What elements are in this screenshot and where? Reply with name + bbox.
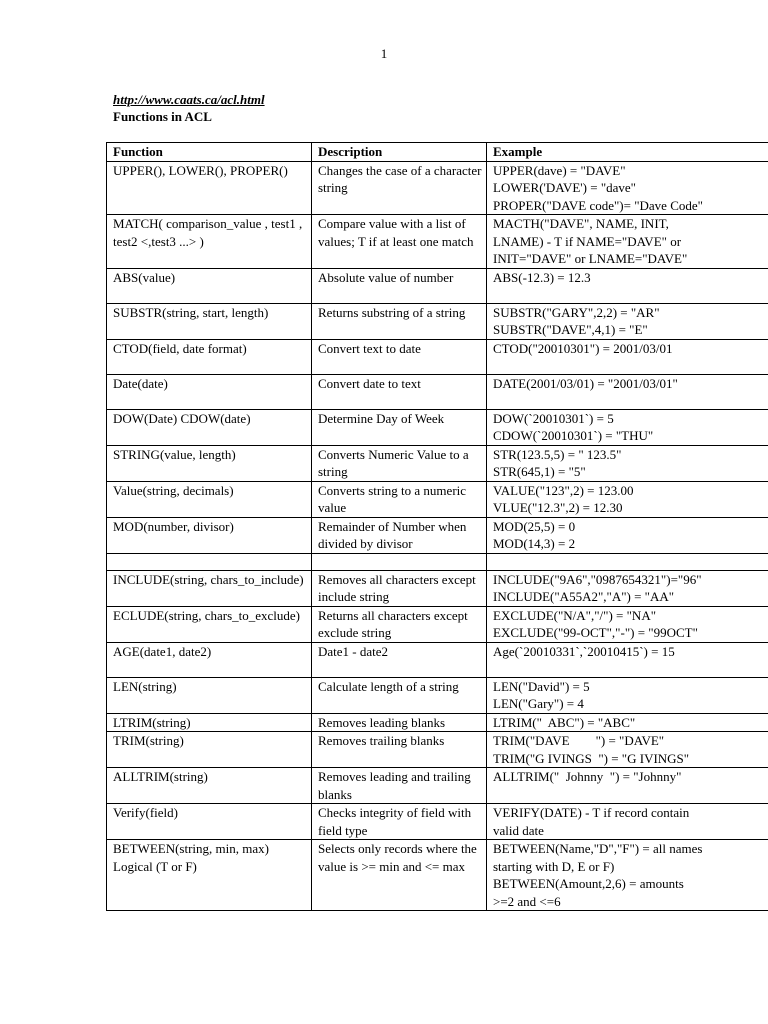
- function-cell: [107, 303, 312, 339]
- example-line: EXCLUDE("99-OCT","-") = "99OCT": [493, 625, 698, 640]
- table-row: [107, 303, 768, 339]
- function-text: TRIM(string): [113, 733, 184, 748]
- description-text: Removes leading and trailing blanks: [318, 769, 471, 802]
- header-description: Description: [312, 143, 487, 162]
- description-cell: [312, 215, 487, 269]
- description-cell: [312, 768, 487, 804]
- description-text: Checks integrity of field with field type: [318, 805, 472, 838]
- function-cell: [107, 804, 312, 840]
- function-text: ECLUDE(string, chars_to_exclude): [113, 607, 301, 623]
- description-cell: [312, 339, 487, 374]
- example-line: INCLUDE("9A6","0987654321")="96": [493, 571, 702, 587]
- example-line: INCLUDE("A55A2","A") = "AA": [493, 589, 675, 604]
- function-cell: [107, 677, 312, 713]
- example-cell: [487, 161, 768, 215]
- table-row: [107, 732, 768, 768]
- function-cell: [107, 732, 312, 768]
- function-text: Value(string, decimals): [113, 482, 234, 498]
- example-line: valid date: [493, 822, 544, 838]
- description-text: Determine Day of Week: [318, 410, 445, 426]
- table-row: [107, 713, 768, 732]
- function-text: SUBSTR(string, start, length): [113, 304, 269, 320]
- description-cell: [312, 677, 487, 713]
- function-cell: [107, 268, 312, 303]
- description-text: Absolute value of number: [318, 269, 454, 285]
- table-row: [107, 374, 768, 409]
- description-cell: [312, 713, 487, 732]
- function-cell: [107, 768, 312, 804]
- header-row: [107, 143, 768, 162]
- example-line: CTOD("20010301") = 2001/03/01: [493, 340, 673, 356]
- page-number: 1: [380, 46, 388, 61]
- function-text: LEN(string): [113, 678, 177, 694]
- function-cell: [107, 553, 312, 570]
- description-cell: [312, 840, 487, 911]
- example-line: BETWEEN(Name,"D","F") = all names: [493, 841, 703, 856]
- table-row: [107, 215, 768, 269]
- function-cell: [107, 642, 312, 677]
- description-cell: [312, 409, 487, 445]
- example-line: MOD(14,3) = 2: [493, 536, 576, 551]
- example-line: SUBSTR("DAVE",4,1) = "E": [493, 322, 648, 337]
- function-text: BETWEEN(string, min, max) Logical (T or F): [113, 841, 269, 874]
- header-function: Function: [107, 143, 312, 162]
- example-cell: [487, 804, 768, 840]
- example-line: LEN("Gary") = 4: [493, 696, 584, 711]
- example-cell: [487, 553, 768, 570]
- example-line: CDOW(`20010301`) = "THU": [493, 428, 654, 443]
- example-cell: [487, 713, 768, 732]
- example-cell: [487, 445, 768, 481]
- function-text: STRING(value, length): [113, 446, 236, 462]
- functions-table: [106, 142, 768, 911]
- example-line: DATE(2001/03/01) = "2001/03/01": [493, 375, 678, 391]
- example-line: LTRIM(" ABC") = "ABC": [493, 714, 636, 730]
- table-row: [107, 677, 768, 713]
- description-text: Selects only records where the value is >= min and <= max: [318, 841, 477, 874]
- description-text: Removes all characters except include string: [318, 571, 476, 604]
- function-text: AGE(date1, date2): [113, 643, 212, 659]
- example-cell: [487, 732, 768, 768]
- document-title: Functions in ACL: [113, 109, 212, 124]
- function-text: LTRIM(string): [113, 714, 191, 730]
- description-text: Converts Numeric Value to a string: [318, 446, 469, 479]
- function-cell: [107, 445, 312, 481]
- example-line: TRIM("G IVINGS ") = "G IVINGS": [493, 750, 690, 766]
- function-cell: [107, 215, 312, 269]
- description-cell: [312, 570, 487, 606]
- example-line: LEN("David") = 5: [493, 678, 590, 694]
- function-cell: [107, 409, 312, 445]
- description-text: Calculate length of a string: [318, 678, 459, 694]
- example-cell: [487, 303, 768, 339]
- example-line: STR(123.5,5) = " 123.5": [493, 446, 622, 462]
- example-cell: [487, 215, 768, 269]
- description-text: Removes leading blanks: [318, 714, 446, 730]
- example-line: MACTH("DAVE", NAME, INIT,: [493, 216, 669, 231]
- example-cell: [487, 677, 768, 713]
- example-line: VALUE("123",2) = 123.00: [493, 482, 634, 498]
- function-text: DOW(Date) CDOW(date): [113, 410, 251, 426]
- example-line: BETWEEN(Amount,2,6) = amounts: [493, 876, 684, 891]
- description-cell: [312, 303, 487, 339]
- example-line: ABS(-12.3) = 12.3: [493, 269, 591, 285]
- function-cell: [107, 840, 312, 911]
- function-text: UPPER(), LOWER(), PROPER(): [113, 162, 288, 178]
- example-line: starting with D, E or F): [493, 858, 615, 874]
- table-row: [107, 161, 768, 215]
- example-line: EXCLUDE("N/A","/") = "NA": [493, 607, 657, 623]
- function-text: ABS(value): [113, 269, 176, 285]
- table-row: [107, 268, 768, 303]
- description-text: Changes the case of a character string: [318, 162, 482, 195]
- source-url-link[interactable]: http://www.caats.ca/acl.html: [113, 92, 265, 107]
- table-row: [107, 339, 768, 374]
- example-line: DOW(`20010301`) = 5: [493, 410, 614, 426]
- table-row: [107, 409, 768, 445]
- example-line: STR(645,1) = "5": [493, 464, 586, 479]
- function-text: MATCH( comparison_value , test1 , test2 <,test3 ...> ): [113, 216, 303, 249]
- example-cell: [487, 409, 768, 445]
- example-cell: [487, 570, 768, 606]
- example-line: MOD(25,5) = 0: [493, 518, 576, 534]
- example-line: VLUE("12.3",2) = 12.30: [493, 500, 623, 515]
- description-cell: [312, 732, 487, 768]
- description-text: Compare value with a list of values; T if at least one match: [318, 216, 474, 249]
- example-line: SUBSTR("GARY",2,2) = "AR": [493, 304, 660, 320]
- description-cell: [312, 606, 487, 642]
- example-cell: [487, 768, 768, 804]
- function-text: Verify(field): [113, 805, 178, 820]
- function-cell: [107, 606, 312, 642]
- example-cell: [487, 517, 768, 553]
- function-text: INCLUDE(string, chars_to_include): [113, 571, 304, 587]
- table-row: [107, 768, 768, 804]
- description-text: Removes trailing blanks: [318, 733, 445, 748]
- table-header: [107, 143, 768, 162]
- example-cell: [487, 374, 768, 409]
- header-example: Example: [487, 143, 768, 162]
- example-cell: [487, 268, 768, 303]
- function-text: Date(date): [113, 375, 168, 391]
- function-text: CTOD(field, date format): [113, 340, 247, 356]
- table-row: [107, 481, 768, 517]
- function-text: MOD(number, divisor): [113, 518, 234, 534]
- description-text: Returns substring of a string: [318, 304, 466, 320]
- function-cell: [107, 570, 312, 606]
- function-text: ALLTRIM(string): [113, 769, 208, 784]
- example-cell: [487, 840, 768, 911]
- example-line: TRIM("DAVE ") = "DAVE": [493, 733, 665, 748]
- description-cell: [312, 553, 487, 570]
- description-text: Returns all characters except exclude string: [318, 607, 468, 640]
- function-cell: [107, 339, 312, 374]
- example-cell: [487, 642, 768, 677]
- table-row: [107, 606, 768, 642]
- description-cell: [312, 642, 487, 677]
- example-line: Age(`20010331`,`20010415`) = 15: [493, 643, 675, 659]
- description-cell: [312, 374, 487, 409]
- table-row: [107, 840, 768, 911]
- description-cell: [312, 268, 487, 303]
- function-cell: [107, 713, 312, 732]
- example-line: VERIFY(DATE) - T if record contain: [493, 805, 690, 820]
- table-row: [107, 445, 768, 481]
- example-line: INIT="DAVE" or LNAME="DAVE": [493, 251, 688, 266]
- example-line: UPPER(dave) = "DAVE": [493, 162, 626, 178]
- example-line: >=2 and <=6: [493, 893, 561, 909]
- example-line: PROPER("DAVE code")= "Dave Code": [493, 197, 703, 213]
- example-line: LOWER('DAVE') = "dave": [493, 180, 636, 195]
- description-text: Remainder of Number when divided by divisor: [318, 518, 467, 551]
- table-body: [107, 161, 768, 911]
- example-cell: [487, 339, 768, 374]
- description-text: Converts string to a numeric value: [318, 482, 467, 515]
- description-text: Date1 - date2: [318, 643, 389, 659]
- description-cell: [312, 445, 487, 481]
- description-text: Convert date to text: [318, 375, 421, 391]
- description-text: Convert text to date: [318, 340, 421, 356]
- description-cell: [312, 517, 487, 553]
- table-row: [107, 517, 768, 553]
- function-cell: [107, 161, 312, 215]
- example-cell: [487, 606, 768, 642]
- example-line: LNAME) - T if NAME="DAVE" or: [493, 233, 682, 249]
- table-row: [107, 570, 768, 606]
- table-row: [107, 553, 768, 570]
- example-line: ALLTRIM(" Johnny ") = "Johnny": [493, 769, 682, 784]
- function-cell: [107, 517, 312, 553]
- example-cell: [487, 481, 768, 517]
- description-cell: [312, 804, 487, 840]
- table-row: [107, 804, 768, 840]
- function-cell: [107, 481, 312, 517]
- function-cell: [107, 374, 312, 409]
- description-cell: [312, 481, 487, 517]
- description-cell: [312, 161, 487, 215]
- table-row: [107, 642, 768, 677]
